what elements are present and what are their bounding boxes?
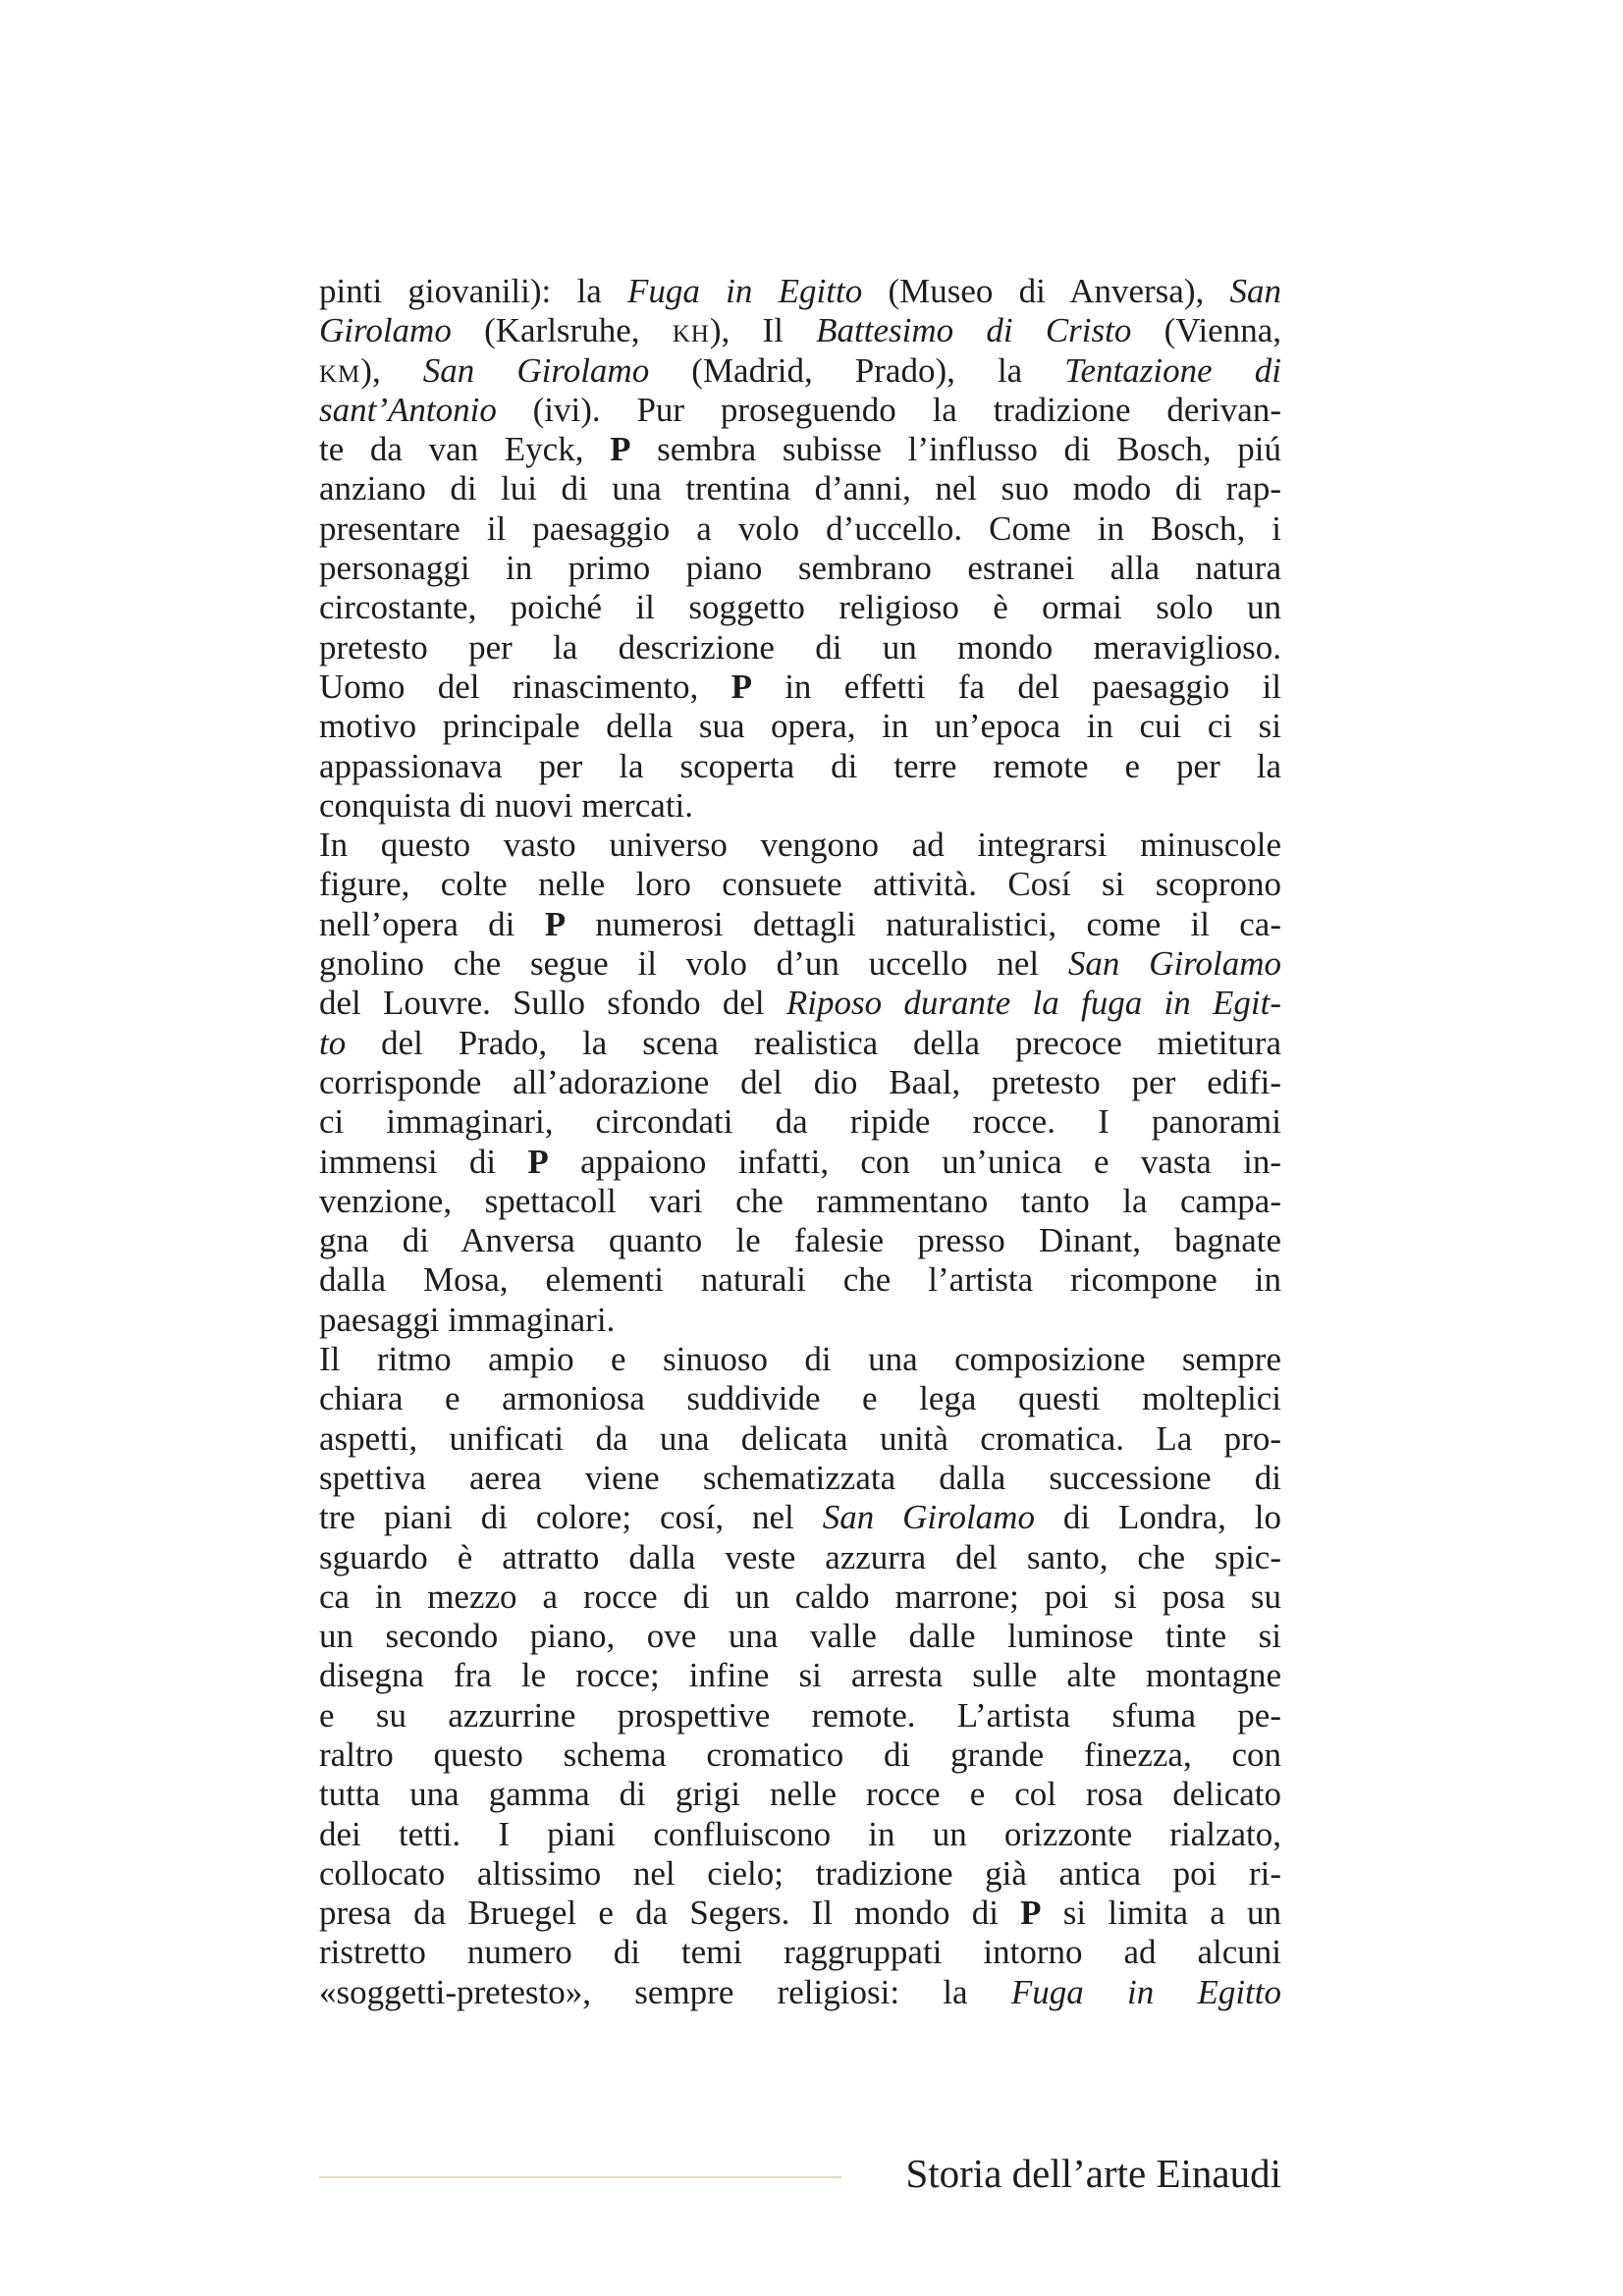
text-run: numerosi dettagli naturalistici, come il ca- [566, 904, 1282, 943]
text-line [319, 588, 1281, 627]
text-line [319, 1894, 1281, 1933]
italic-text: sant’Antonio [319, 390, 497, 429]
text-run: In questo vasto universo vengono ad integrarsi minuscole [319, 826, 1281, 865]
text-run: paesaggi immaginari. [319, 1300, 616, 1339]
text-line [319, 1815, 1281, 1854]
text-run: appaiono infatti, con un’unica e vasta in- [548, 1142, 1281, 1181]
italic-text: Fuga in Egitto [1010, 1972, 1281, 2011]
text-run: personaggi in primo piano sembrano estranei alla natura [319, 549, 1281, 588]
footer-rule [319, 2176, 841, 2178]
text-run: (ivi). Pur proseguendo la tradizione derivan- [496, 390, 1281, 429]
text-run: (Vienna, [1131, 311, 1281, 350]
text-line [319, 430, 1281, 469]
text-run: immensi di [319, 1142, 528, 1181]
text-run: figure, colte nelle loro consuete attività. Cosí si scoprono [319, 865, 1281, 904]
text-run: «soggetti-pretesto», sempre religiosi: la [319, 1972, 1011, 2011]
text-run: ), [360, 350, 423, 390]
italic-text: Girolamo [319, 311, 452, 350]
italic-text: Battesimo di Cristo [816, 311, 1132, 350]
text-run: dalla Mosa, elementi naturali che l’artista ricompone in [319, 1260, 1281, 1300]
text-run: spettiva aerea viene schematizzata dalla successione di [319, 1458, 1281, 1497]
small-caps-text: km [319, 350, 361, 390]
text-line [319, 1379, 1281, 1418]
text-line [319, 1260, 1281, 1300]
text-line [319, 509, 1281, 549]
text-run: nell’opera di [319, 904, 545, 943]
text-run: gnolino che segue il volo d’un uccello nel [319, 944, 1068, 984]
text-line [319, 272, 1281, 311]
text-line [319, 1102, 1281, 1142]
text-run: raltro questo schema cromatico di grande finezza, con [319, 1735, 1281, 1774]
text-line [319, 1696, 1281, 1735]
text-run: ca in mezzo a rocce di un caldo marrone; poi si posa su [319, 1576, 1281, 1616]
bold-text: P [1020, 1894, 1042, 1933]
text-run: gna di Anversa quanto le falesie presso Dinant, bagnate [319, 1221, 1281, 1260]
text-line [319, 1617, 1281, 1656]
text-run: (Madrid, Prado), la [649, 350, 1065, 390]
text-run: appassionava per la scoperta di terre remote e per la [319, 746, 1281, 785]
text-line [319, 865, 1281, 904]
text-run: circostante, poiché il soggetto religioso è ormai solo un [319, 588, 1281, 627]
text-run: Il ritmo ampio e sinuoso di una composizione sempre [319, 1340, 1281, 1379]
text-run: (Karlsruhe, [451, 311, 673, 350]
text-run: sguardo è attratto dalla veste azzurra del santo, che spic- [319, 1537, 1281, 1576]
text-run: (Museo di Anversa), [862, 272, 1230, 310]
text-run: presentare il paesaggio a volo d’uccello. Come in Bosch, i [319, 508, 1281, 548]
text-run: pinti giovanili): la [319, 272, 628, 310]
text-run: sembra subisse l’influsso di Bosch, piú [630, 430, 1281, 469]
text-run: chiara e armoniosa suddivide e lega questi molteplici [319, 1379, 1281, 1418]
text-line [319, 1656, 1281, 1695]
text-line [319, 1577, 1281, 1617]
text-line [319, 786, 1281, 826]
italic-text: San [1229, 272, 1282, 310]
body-text [319, 272, 1281, 2012]
text-line [319, 1498, 1281, 1537]
text-line [319, 469, 1281, 508]
text-run: del Prado, la scena realistica della precoce mietitura [346, 1023, 1281, 1062]
text-line [319, 1301, 1281, 1340]
text-run: tre piani di colore; cosí, nel [319, 1498, 823, 1537]
text-run: conquista di nuovi mercati. [319, 785, 694, 825]
text-line [319, 826, 1281, 865]
text-line [319, 549, 1281, 588]
italic-text: Tentazione di [1064, 350, 1281, 390]
italic-text: Riposo durante la fuga in Egit- [785, 984, 1282, 1023]
text-line [319, 667, 1281, 707]
text-run: ristretto numero di temi raggruppati intorno ad alcuni [319, 1933, 1281, 1972]
text-line [319, 628, 1281, 667]
bold-text: P [527, 1142, 549, 1181]
text-line [319, 707, 1281, 746]
italic-text: to [319, 1023, 347, 1062]
italic-text: San Girolamo [422, 350, 650, 390]
text-line [319, 351, 1281, 391]
text-line [319, 1973, 1281, 2012]
text-run: anziano di lui di una trentina d’anni, nel suo modo di rap- [319, 469, 1281, 508]
text-run: aspetti, unificati da una delicata unità cromatica. La pro- [319, 1418, 1281, 1458]
text-line [319, 984, 1281, 1023]
italic-text: Fuga in Egitto [627, 272, 863, 310]
text-line [319, 1182, 1281, 1221]
text-run: motivo principale della sua opera, in un’epoca in cui ci si [319, 707, 1281, 746]
text-run: un secondo piano, ove una valle dalle luminose tinte si [319, 1617, 1281, 1656]
text-line [319, 1221, 1281, 1260]
text-line [319, 1143, 1281, 1182]
text-line [319, 311, 1281, 350]
text-line [319, 1854, 1281, 1894]
text-run: si limita a un [1041, 1894, 1281, 1933]
text-run: tutta una gamma di grigi nelle rocce e col rosa delicato [319, 1775, 1281, 1814]
text-run: di Londra, lo [1034, 1498, 1281, 1537]
text-run: disegna fra le rocce; infine si arresta sulle alte montagne [319, 1656, 1281, 1695]
text-line [319, 1063, 1281, 1102]
text-run: ), Il [709, 311, 817, 350]
text-line [319, 1419, 1281, 1459]
text-line [319, 1538, 1281, 1577]
bold-text: P [730, 667, 752, 706]
text-line [319, 1459, 1281, 1498]
text-run: ci immaginari, circondati da ripide rocce. I panorami [319, 1102, 1281, 1142]
text-run: collocato altissimo nel cielo; tradizione già antica poi ri- [319, 1853, 1281, 1893]
text-run: venzione, spettacoll vari che rammentano tanto la campa- [319, 1181, 1281, 1220]
text-run: in effetti fa del paesaggio il [751, 667, 1281, 706]
italic-text: San Girolamo [1067, 944, 1281, 984]
text-run: dei tetti. I piani confluiscono in un orizzonte rialzato, [319, 1814, 1281, 1853]
text-run: te da van Eyck, [319, 430, 611, 469]
text-line [319, 1024, 1281, 1063]
text-line [319, 747, 1281, 786]
text-line [319, 391, 1281, 430]
text-run: corrisponde all’adorazione del dio Baal, pretesto per edifi- [319, 1062, 1281, 1101]
text-line [319, 905, 1281, 944]
footer-title: Storia dell’arte Einaudi [905, 2151, 1281, 2196]
text-line [319, 1340, 1281, 1379]
text-run: pretesto per la descrizione di un mondo meraviglioso. [319, 627, 1281, 667]
text-run: Uomo del rinascimento, [319, 667, 731, 706]
small-caps-text: kh [672, 311, 710, 350]
text-run: e su azzurrine prospettive remote. L’artista sfuma pe- [319, 1695, 1281, 1735]
text-line [319, 1933, 1281, 1972]
text-line [319, 944, 1281, 984]
italic-text: San Girolamo [822, 1498, 1035, 1537]
bold-text: P [544, 904, 567, 943]
text-line [319, 1735, 1281, 1775]
bold-text: P [610, 430, 631, 469]
text-run: presa da Bruegel e da Segers. Il mondo di [319, 1894, 1021, 1933]
text-line [319, 1775, 1281, 1814]
text-run: del Louvre. Sullo sfondo del [319, 984, 786, 1023]
